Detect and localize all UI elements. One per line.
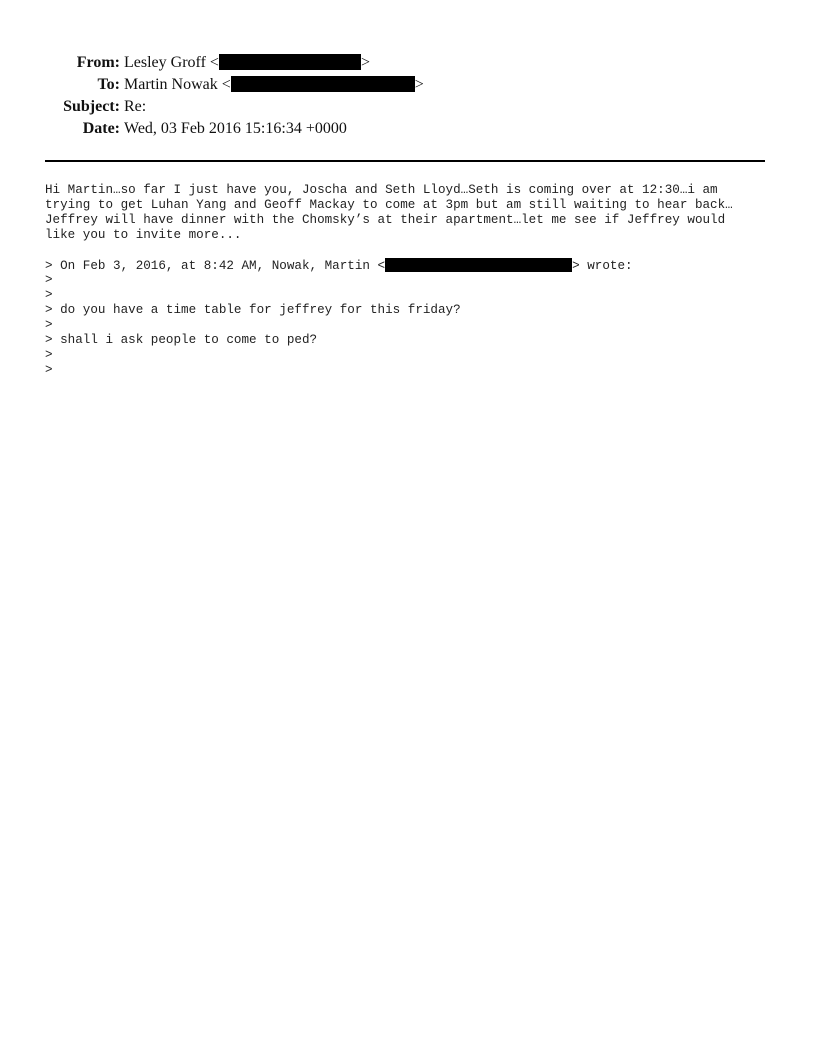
- date-value: Wed, 03 Feb 2016 15:16:34 +0000: [124, 120, 347, 137]
- from-email-redaction: [219, 54, 361, 70]
- from-value: [124, 52, 370, 74]
- quote-email-redaction: [385, 258, 572, 272]
- quote-attribution-suffix: > wrote:: [572, 259, 633, 273]
- quote-line: > do you have a time table for jeffrey for this friday?: [45, 303, 461, 317]
- from-open-bracket: <: [209, 54, 219, 71]
- quote-attribution-prefix: > On Feb 3, 2016, at 8:42 AM, Nowak, Martin <: [45, 259, 386, 273]
- to-close-bracket: >: [414, 76, 424, 93]
- message-line: trying to get Luhan Yang and Geoff Mackay to come at 3pm but am still waiting to hear back…: [45, 198, 733, 212]
- to-value: [124, 74, 424, 96]
- header-divider: [45, 160, 765, 162]
- to-label: To:: [97, 76, 120, 93]
- quote-line: >: [45, 363, 53, 377]
- email-body: [45, 183, 775, 378]
- quote-attribution: [45, 258, 775, 273]
- quote-line: >: [45, 288, 53, 302]
- message-line: Hi Martin…so far I just have you, Joscha and Seth Lloyd…Seth is coming over at 12:30…i am: [45, 183, 718, 197]
- from-name: Lesley Groff: [124, 54, 206, 71]
- message-line: like you to invite more...: [45, 228, 242, 242]
- to-name: Martin Nowak: [124, 76, 218, 93]
- date-label: Date:: [82, 120, 120, 137]
- from-close-bracket: >: [360, 54, 370, 71]
- message-line: Jeffrey will have dinner with the Chomsky’s at their apartment…let me see if Jeffrey would: [45, 213, 726, 227]
- subject-value: Re:: [124, 98, 147, 115]
- subject-label: Subject:: [63, 98, 120, 115]
- blank-line: [45, 243, 775, 258]
- quote-line: > shall i ask people to come to ped?: [45, 333, 318, 347]
- from-label: From:: [76, 54, 120, 71]
- quote-line: >: [45, 348, 53, 362]
- quote-line: >: [45, 273, 53, 287]
- to-email-redaction: [231, 76, 415, 92]
- to-open-bracket: <: [221, 76, 231, 93]
- quote-line: >: [45, 318, 53, 332]
